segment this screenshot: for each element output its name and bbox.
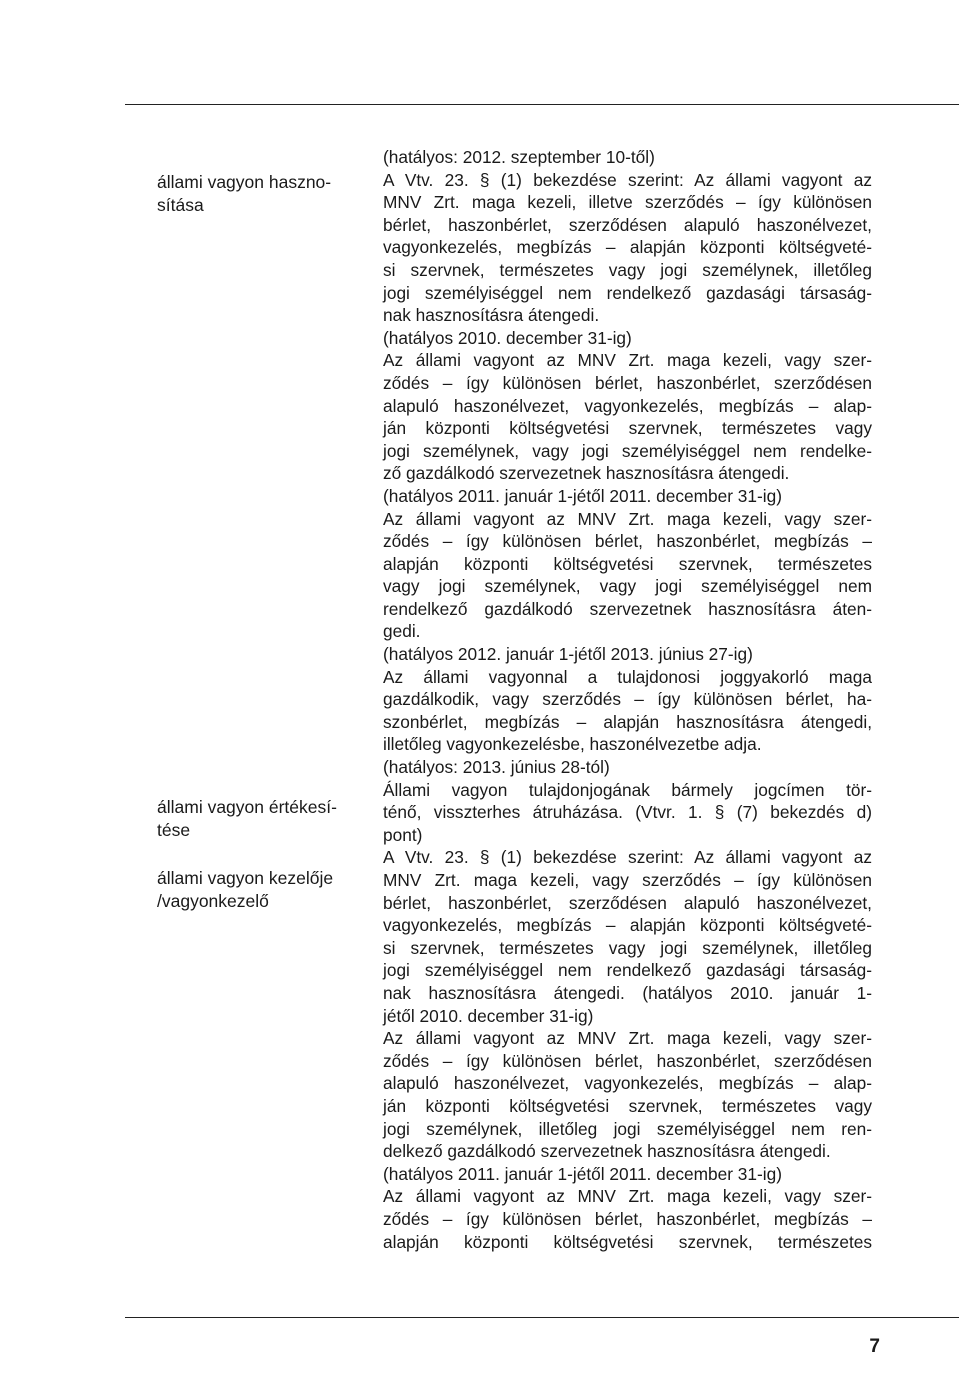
text-line: alapján központi költségvetési szervnek, természetes: [383, 553, 872, 574]
text-line: MNV Zrt. maga kezeli, vagy szerződés – így különösen: [383, 870, 872, 890]
text-line: (hatályos: 2012. szeptember 10-től): [383, 147, 655, 167]
text-line: delkező gazdálkodó szervezetnek hasznosításra átengedi.: [383, 1141, 831, 1162]
text-line: vagyonkezelés, megbízás – alapján központi költségveté-: [383, 237, 872, 258]
text-line: nak hasznosításra átengedi. (hatályos 2010. január 1-: [383, 982, 872, 1003]
text-line: ző gazdálkodó szervezetnek hasznosításra átengedi.: [383, 463, 790, 484]
text-line: A Vtv. 23. § (1) bekezdése szerint: Az állami vagyont az: [383, 169, 872, 190]
text-line: alapján központi költségvetési szervnek, természetes: [383, 1231, 872, 1252]
text-line: Az állami vagyont az MNV Zrt. maga kezeli, vagy szer-: [383, 1028, 872, 1049]
text-line: jogi személynek, vagy jogi személyiséggel nem rendelke-: [383, 440, 872, 461]
text-line: jétől 2010. december 31-ig): [383, 1005, 594, 1026]
definition-text: [383, 146, 872, 1253]
text-line: si szervnek, természetes vagy jogi személynek, illetőleg: [383, 937, 872, 958]
text-line: jogi személynek, illetőleg jogi személyiséggel nem ren-: [383, 1118, 872, 1139]
text-line: (hatályos 2010. december 31-ig): [383, 327, 632, 348]
text-line: Az állami vagyonnal a tulajdonosi joggyakorló maga: [383, 666, 872, 687]
text-line: vagyonkezelés, megbízás – alapján központi költségveté-: [383, 915, 872, 936]
text-line: (hatályos 2012. január 1-jétől 2013. június 27-ig): [383, 644, 753, 665]
text-line: jogi személyiséggel nem rendelkező gazdasági társaság-: [383, 282, 872, 303]
text-line: Az állami vagyont az MNV Zrt. maga kezeli, vagy szer-: [383, 1186, 872, 1207]
term-allami-vagyon-ertekesitese: állami vagyon értékesí- tése: [157, 797, 337, 840]
text-line: alapuló haszonélvezet, vagyonkezelés, megbízás – alap-: [383, 1073, 872, 1094]
text-line: (hatályos 2011. január 1-jétől 2011. december 31-ig): [383, 485, 782, 506]
text-line: szonbérlet, megbízás – alapján hasznosításra átengedi,: [383, 711, 872, 732]
text-line: bérlet, haszonbérlet, szerződésen alapuló haszonélvezet,: [383, 214, 872, 235]
text-line: vagy jogi személynek, vagy jogi személyiséggel nem: [383, 576, 872, 597]
text-line: ződés – így különösen bérlet, haszonbérlet, megbízás –: [383, 531, 872, 552]
text-line: Állami vagyon tulajdonjogának bármely jogcímen tör-: [383, 779, 872, 800]
text-line: gedi.: [383, 621, 421, 642]
text-line: gazdálkodik, vagy szerződés – így különösen bérlet, ha-: [383, 689, 872, 710]
text-line: nak hasznosításra átengedi.: [383, 305, 600, 326]
text-line: bérlet, haszonbérlet, szerződésen alapuló haszonélvezet,: [383, 892, 872, 913]
text-line: rendelkező gazdálkodó szervezetnek hasznosításra áten-: [383, 598, 872, 619]
text-line: ján központi költségvetési szervnek, természetes vagy: [383, 418, 872, 439]
text-line: ződés – így különösen bérlet, haszonbérlet, megbízás –: [383, 1208, 872, 1229]
text-line: MNV Zrt. maga kezeli, illetve szerződés – így különösen: [383, 192, 872, 213]
top-rule: [125, 104, 959, 105]
text-line: Az állami vagyont az MNV Zrt. maga kezeli, vagy szer-: [383, 350, 872, 371]
text-line: ződés – így különösen bérlet, haszonbérlet, szerződésen: [383, 372, 872, 393]
term-allami-vagyon-hasznositasa: állami vagyon haszno- sítása: [157, 172, 332, 215]
text-line: jogi személyiséggel nem rendelkező gazdasági társaság-: [383, 960, 872, 981]
bottom-rule: [125, 1317, 959, 1318]
text-line: si szervnek, természetes vagy jogi személynek, illetőleg: [383, 259, 872, 280]
text-line: Az állami vagyont az MNV Zrt. maga kezeli, vagy szer-: [383, 508, 872, 529]
text-line: alapuló haszonélvezet, vagyonkezelés, megbízás – alap-: [383, 395, 872, 416]
text-line: illetőleg vagyonkezelésbe, haszonélvezetbe adja.: [383, 734, 762, 755]
text-line: ténő, visszterhes átruházása. (Vtvr. 1. § (7) bekezdés d): [383, 802, 872, 823]
page-number: 7: [869, 1336, 880, 1357]
term-allami-vagyon-kezeloje: állami vagyon kezelője /vagyonkezelő: [157, 868, 334, 911]
text-line: ján központi költségvetési szervnek, természetes vagy: [383, 1095, 872, 1116]
text-line: (hatályos 2011. január 1-jétől 2011. december 31-ig): [383, 1163, 782, 1184]
text-line: pont): [383, 824, 423, 845]
text-line: A Vtv. 23. § (1) bekezdése szerint: Az állami vagyont az: [383, 847, 872, 868]
text-line: (hatályos: 2013. június 28-tól): [383, 757, 610, 778]
text-line: ződés – így különösen bérlet, haszonbérlet, szerződésen: [383, 1050, 872, 1071]
